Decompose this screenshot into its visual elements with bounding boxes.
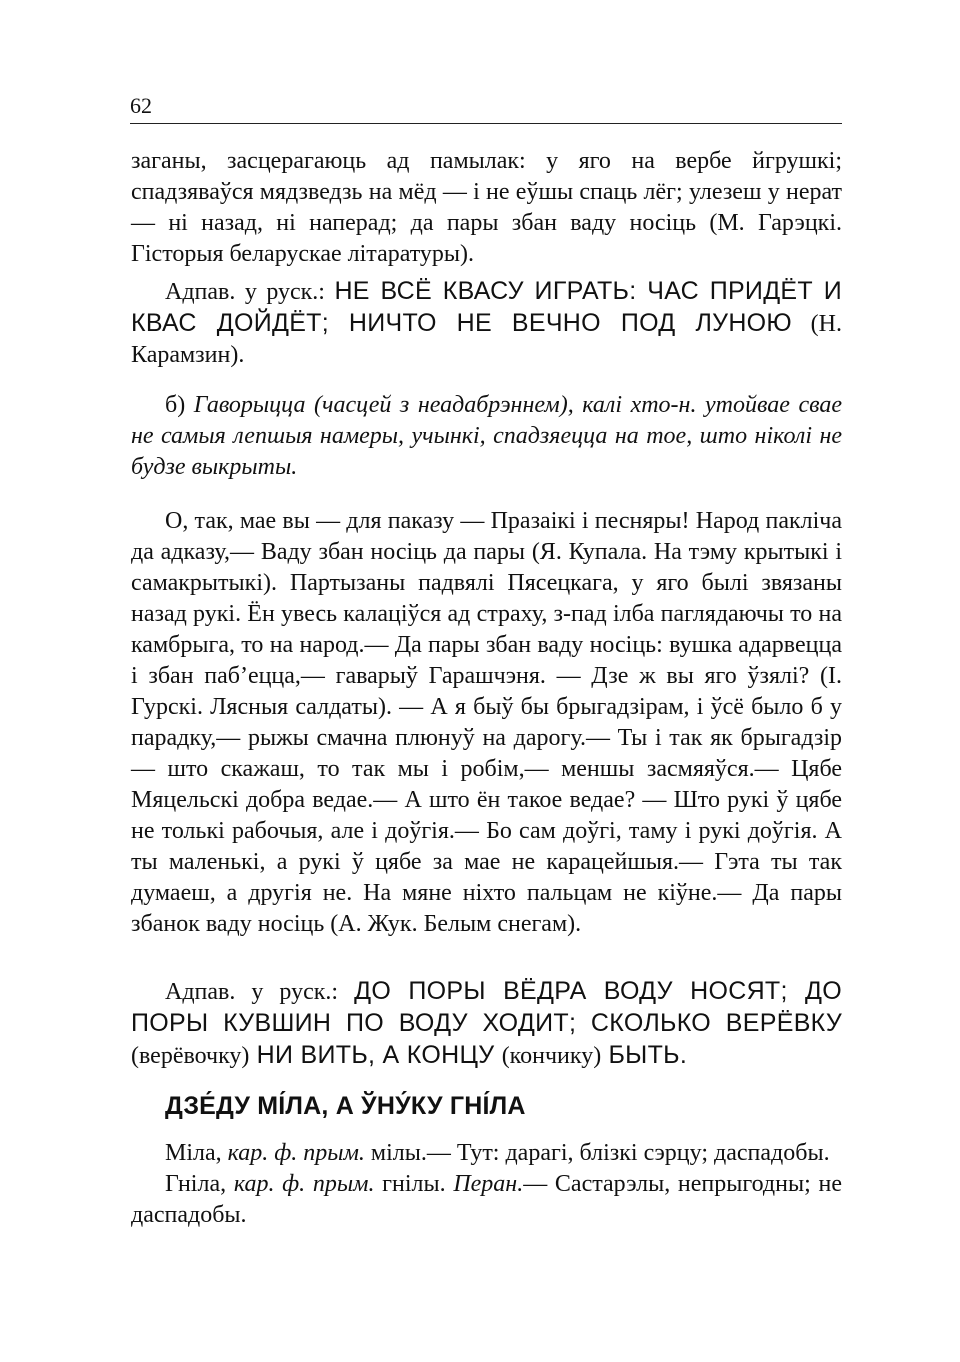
definition-mila — [131, 1138, 842, 1169]
definitions — [131, 1138, 842, 1231]
equivalent-prefix: Адпав. у руск.: — [165, 979, 355, 1005]
meaning-text: Гаворыцца (часцей з неадабрэннем), калі хто-н. утойвае свае не самыя лепшыя намеры, учынкі, спадзяецца на тое, што ніколі не будзе выкрыты. — [131, 392, 843, 480]
definition-mid: гнілы. — [374, 1171, 454, 1197]
russian-proverb-part-2: НИ ВИТЬ, А КОНЦУ — [249, 1041, 502, 1069]
equivalent-prefix: Адпав. у руск.: — [165, 279, 335, 305]
variant-paren-1: (верёвочку) — [131, 1043, 250, 1069]
example-text: О, так, мае вы — для паказу — Празаікі і песняры! Народ пакліча да адказу,— Ваду збан носіць да пары (Я. Купала. На тэму крытыкі і самакрытыкі). Партызаны падвялі Пясецкага, у яго былі звязаны назад рукі. Ён увесь калаціўся ад страху, з-пад ілба паглядаючы то на камбрыга, то на народ.— Да пары збан ваду носіць: вушка адарвецца і збан паб’ецца,— гаварыў Гарашчэня. — Дзе ж вы яго ўзялі? (І. Гурскі. Лясныя салдаты). — А я быў бы брыгадзірам, і ўсё было б у парадку,— рыжы смачна плюнуў на дарогу.— Ты і так як брыгадзір — што скажаш, то так мы і робім,— меншы засмяяўся.— Цябе Мяцельскі добра ведае.— А што ён такое ведае? — Што рукі ў цябе не толькі рабочыя, але і доўгія.— Бо сам доўгі, таму і рукі доўгія. А ты маленькі, а рукі ў цябе за мае не карацейшыя.— Гэта ты так думаеш, а другія не. На мяне ніхто пальцам не кіўне.— Да пары збанок ваду носіць (А. Жук. Белым снегам). — [131, 508, 842, 937]
paragraph-examples-continued — [131, 146, 842, 270]
meaning-b — [131, 390, 842, 483]
russian-proverb-part-1: ДО ПОРЫ ВЁДРА ВОДУ НОСЯТ; ДО ПОРЫ КУВШИН ПО ВОДУ ХОДИТ; СКОЛЬКО ВЕРЁВКУ — [131, 977, 842, 1037]
russian-proverb-part-3: БЫТЬ. — [601, 1041, 688, 1069]
meaning-label: б) — [165, 392, 194, 418]
russian-proverb-source: (Н. Карамзин). — [131, 311, 843, 368]
definition-gnila — [131, 1169, 842, 1231]
figurative-label: Перан. — [453, 1171, 524, 1197]
russian-equivalent-1 — [131, 276, 842, 371]
russian-proverb: НЕ ВСЁ КВАСУ ИГРАТЬ: ЧАС ПРИДЁТ И КВАС ДОЙДЁТ; НИЧТО НЕ ВЕЧНО ПОД ЛУНОЮ — [131, 277, 842, 337]
definition-text: мілы.— Тут: дарагі, блізкі сэрцу; даспадобы. — [364, 1140, 830, 1166]
definition-text: — Састарэлы, непрыгодны; не даспадобы. — [131, 1171, 842, 1228]
page-header — [130, 93, 842, 124]
example-paragraph — [131, 506, 842, 940]
grammar-abbr: кар. ф. прым. — [233, 1171, 375, 1197]
russian-equivalent-2 — [131, 976, 842, 1072]
paragraph-text: заганы, засцерагаюць ад памылак: у яго на вербе йгрушкі; спадзяваўся мядзведзь на мёд — і не еўшы спаць лёг; улезеш у нерат — ні назад, ні наперад; да пары збан ваду носіць (М. Гарэцкі. Гісторыя беларускае літаратуры). — [131, 148, 842, 267]
grammar-abbr: кар. ф. прым. — [227, 1140, 365, 1166]
headword: Гніла, — [165, 1171, 234, 1197]
headword: Міла, — [165, 1140, 228, 1166]
variant-paren-2: (кончику) — [501, 1043, 602, 1069]
entry-heading: ДЗЕ́ДУ МІ́ЛА, А ЎНУ́КУ ГНІ́ЛА — [165, 1092, 526, 1120]
page-number: 62 — [130, 93, 152, 118]
